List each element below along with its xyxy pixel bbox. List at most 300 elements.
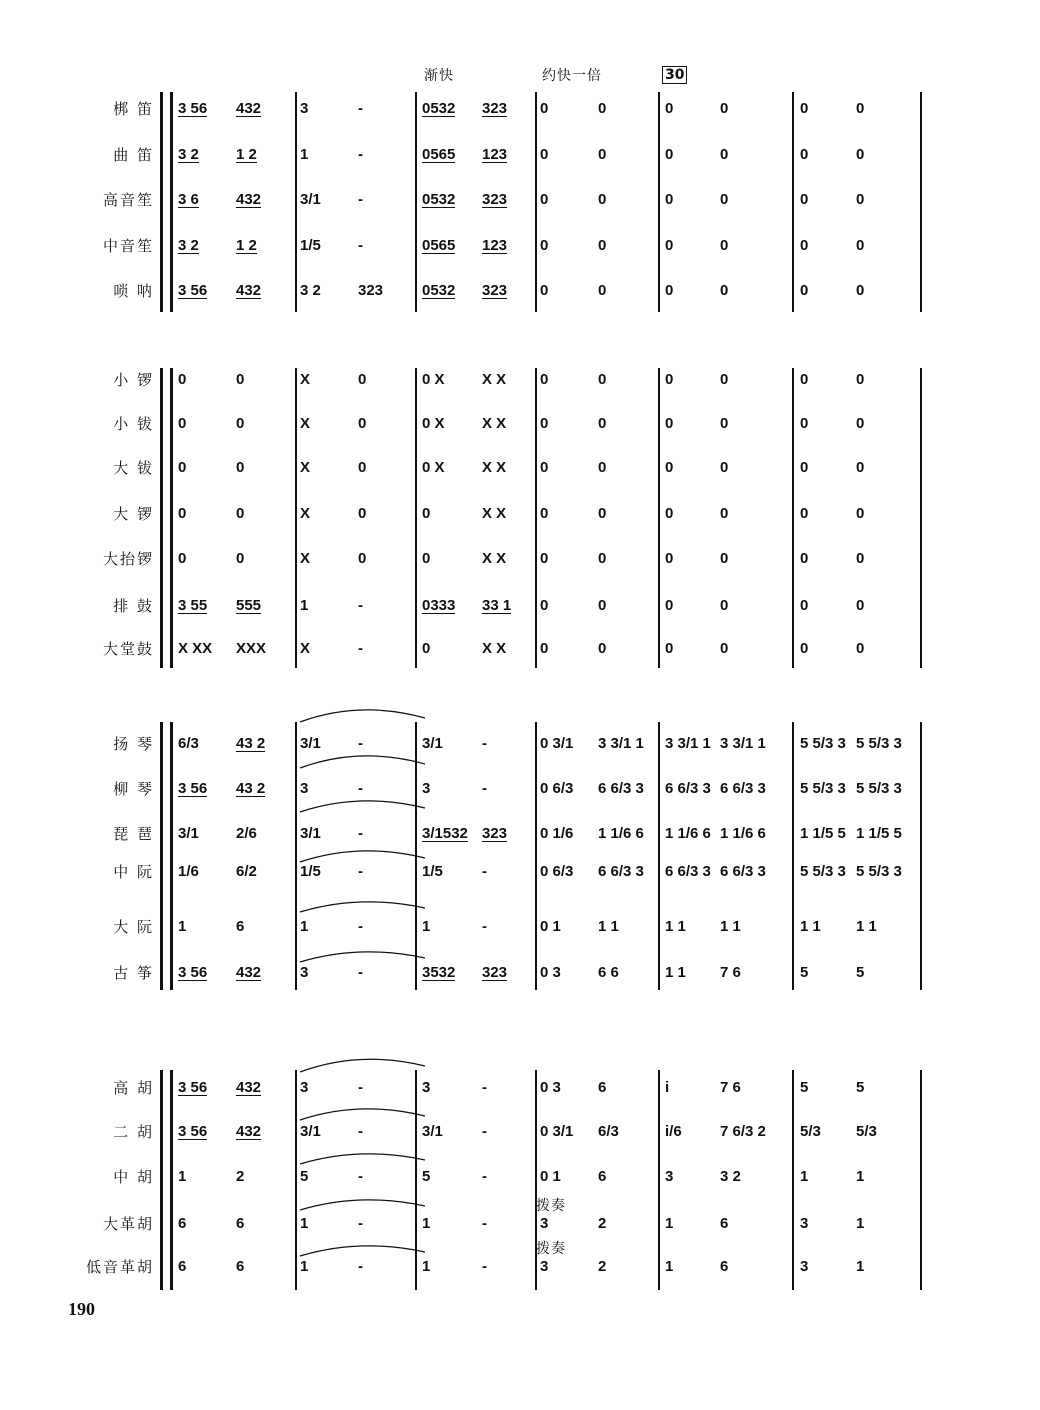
notation-cell: 7 6 bbox=[720, 1079, 741, 1096]
notation-cell: XXX bbox=[236, 640, 267, 657]
notation-cell: 6 bbox=[178, 1258, 187, 1275]
notation-cell: 5 5/3 3 bbox=[856, 735, 902, 752]
notation-cell: 0 bbox=[665, 505, 674, 522]
instrument-name: 高音笙 bbox=[102, 191, 154, 209]
notation-cell: - bbox=[482, 1123, 487, 1140]
rehearsal-mark: 30 bbox=[662, 66, 687, 84]
notation-cell: 3 56 bbox=[178, 100, 208, 117]
notation-cell: 0 X bbox=[422, 415, 445, 432]
instrument-name: 小 锣 bbox=[113, 371, 154, 389]
notation-cell: 1 1 bbox=[665, 918, 686, 935]
notation-cell: 0 bbox=[540, 371, 549, 388]
notation-cell: 0 bbox=[800, 415, 809, 432]
page-number: 190 bbox=[68, 1299, 95, 1319]
notation-cell: 0 3 bbox=[540, 1079, 561, 1096]
notation-cell: 1 bbox=[300, 1258, 309, 1275]
notation-cell: 0 bbox=[720, 505, 729, 522]
notation-cell: 1 bbox=[300, 1215, 309, 1232]
tie-arc bbox=[300, 1109, 425, 1120]
notation-cell: X bbox=[300, 371, 311, 388]
notation-cell: 0 bbox=[856, 415, 865, 432]
notation-cell: - bbox=[358, 1168, 363, 1185]
notation-cell: 0 1 bbox=[540, 918, 561, 935]
notation-cell: X bbox=[300, 415, 311, 432]
notation-cell: 432 bbox=[236, 100, 262, 117]
instrument-name: 梆 笛 bbox=[113, 100, 154, 118]
notation-cell: 3 6 bbox=[178, 191, 199, 208]
notation-cell: 0 bbox=[800, 237, 809, 254]
instrument-name: 大革胡 bbox=[102, 1215, 154, 1233]
notation-cell: 5 bbox=[422, 1168, 431, 1185]
notation-cell: 5 bbox=[800, 964, 809, 981]
notation-cell: - bbox=[358, 825, 363, 842]
double-tempo-mark: 约快一倍 bbox=[542, 68, 602, 84]
notation-cell: 6 bbox=[720, 1215, 729, 1232]
notation-cell: 5 5/3 3 bbox=[800, 863, 846, 880]
notation-cell: X X bbox=[482, 459, 507, 476]
notation-cell: 0 bbox=[598, 191, 607, 208]
notation-cell: 3 bbox=[300, 964, 309, 981]
notation-cell: 0 bbox=[598, 371, 607, 388]
notation-cell: 0 bbox=[720, 550, 729, 567]
instrument-name: 扬 琴 bbox=[113, 735, 154, 753]
notation-cell: 3/1 bbox=[422, 735, 443, 752]
notation-cell: 7 6/3 2 bbox=[720, 1123, 766, 1140]
notation-cell: 3 bbox=[540, 1215, 549, 1232]
notation-cell: 123 bbox=[482, 146, 508, 163]
notation-cell: 0 bbox=[856, 597, 865, 614]
tie-arc bbox=[300, 710, 425, 722]
notation-cell: 0 3/1 bbox=[540, 735, 574, 752]
notation-cell: 0 1/6 bbox=[540, 825, 574, 842]
notation-cell: 1 bbox=[178, 918, 187, 935]
notation-cell: 0 bbox=[720, 282, 729, 299]
notation-cell: 0565 bbox=[422, 146, 456, 163]
notation-cell: 0 bbox=[856, 146, 865, 163]
notation-cell: X bbox=[300, 640, 311, 657]
notation-cell: - bbox=[482, 1079, 487, 1096]
notation-cell: 0 bbox=[720, 100, 729, 117]
notation-cell: 323 bbox=[482, 282, 508, 299]
notation-cell: 5 5/3 3 bbox=[856, 863, 902, 880]
instrument-name: 大 钹 bbox=[113, 459, 154, 477]
notation-cell: 0 bbox=[720, 191, 729, 208]
notation-cell: 2/6 bbox=[236, 825, 257, 842]
notation-cell: 3 3/1 1 bbox=[720, 735, 766, 752]
notation-cell: 1 1 bbox=[720, 918, 741, 935]
notation-cell: 5 bbox=[800, 1079, 809, 1096]
notation-cell: 0 bbox=[598, 459, 607, 476]
notation-cell: 1 1 bbox=[800, 918, 821, 935]
notation-cell: 1 1/6 6 bbox=[665, 825, 711, 842]
notation-cell: 3532 bbox=[422, 964, 456, 981]
notation-cell: - bbox=[358, 146, 363, 163]
notation-cell: X X bbox=[482, 371, 507, 388]
notation-cell: 1 2 bbox=[236, 237, 257, 254]
notation-cell: 0 bbox=[720, 237, 729, 254]
notation-cell: 0 bbox=[540, 415, 549, 432]
notation-cell: 1 bbox=[422, 1258, 431, 1275]
notation-cell: 0 bbox=[856, 550, 865, 567]
notation-cell: 0 bbox=[178, 459, 187, 476]
notation-cell: 432 bbox=[236, 191, 262, 208]
notation-cell: X bbox=[300, 459, 311, 476]
notation-cell: 323 bbox=[482, 825, 508, 842]
notation-cell: X X bbox=[482, 505, 507, 522]
notation-cell: 3 56 bbox=[178, 282, 208, 299]
notation-cell: 1 bbox=[856, 1168, 865, 1185]
notation-cell: 5 5/3 3 bbox=[856, 780, 902, 797]
notation-cell: 43 2 bbox=[236, 735, 266, 752]
notation-cell: 6 6/3 3 bbox=[598, 780, 644, 797]
notation-cell: 6 bbox=[178, 1215, 187, 1232]
notation-cell: 0 bbox=[540, 100, 549, 117]
instrument-name: 排 鼓 bbox=[113, 597, 154, 615]
notation-cell: 0 bbox=[358, 505, 367, 522]
notation-cell: 323 bbox=[482, 100, 508, 117]
notation-cell: 5/3 bbox=[800, 1123, 821, 1140]
notation-cell: 0 bbox=[236, 550, 245, 567]
notation-cell: 3 2 bbox=[178, 237, 199, 254]
notation-cell: 1 bbox=[300, 146, 309, 163]
notation-cell: 1 bbox=[665, 1258, 674, 1275]
notation-cell: 3 56 bbox=[178, 780, 208, 797]
notation-cell: 0 bbox=[236, 371, 245, 388]
notation-cell: 0 1 bbox=[540, 1168, 561, 1185]
notation-cell: 0 bbox=[540, 505, 549, 522]
notation-cell: 5 5/3 3 bbox=[800, 780, 846, 797]
notation-cell: - bbox=[358, 1258, 363, 1275]
notation-cell: 5 bbox=[856, 1079, 865, 1096]
notation-cell: 2 bbox=[598, 1215, 607, 1232]
accelerando-mark: 渐快 bbox=[424, 68, 454, 84]
tie-arc bbox=[300, 1246, 425, 1256]
notation-cell: 3/1 bbox=[422, 1123, 443, 1140]
instrument-name: 中音笙 bbox=[102, 237, 154, 255]
notation-cell: 0 bbox=[720, 459, 729, 476]
notation-cell: 0 bbox=[665, 100, 674, 117]
instrument-name: 大 锣 bbox=[113, 505, 154, 523]
notation-cell: 0 bbox=[236, 459, 245, 476]
instrument-name: 小 钹 bbox=[113, 415, 154, 433]
notation-cell: 0 bbox=[665, 597, 674, 614]
notation-cell: 1 bbox=[300, 918, 309, 935]
notation-cell: - bbox=[358, 863, 363, 880]
notation-cell: 3/1 bbox=[300, 1123, 321, 1140]
notation-cell: 0 3/1 bbox=[540, 1123, 574, 1140]
notation-cell: 3 3/1 1 bbox=[598, 735, 644, 752]
notation-cell: 1 1/5 5 bbox=[800, 825, 846, 842]
notation-cell: 3 bbox=[300, 1079, 309, 1096]
notation-cell: 5 5/3 3 bbox=[800, 735, 846, 752]
notation-cell: - bbox=[358, 1215, 363, 1232]
instrument-name: 中 阮 bbox=[113, 863, 154, 881]
notation-cell: i bbox=[665, 1079, 670, 1096]
notation-cell: 6 6/3 3 bbox=[720, 863, 766, 880]
notation-cell: 1/6 bbox=[178, 863, 199, 880]
notation-cell: - bbox=[482, 1168, 487, 1185]
notation-cell: 0 bbox=[665, 550, 674, 567]
notation-cell: 0 bbox=[856, 459, 865, 476]
notation-cell: - bbox=[482, 1215, 487, 1232]
notation-cell: 3 2 bbox=[178, 146, 199, 163]
notation-cell: 6 6 bbox=[598, 964, 619, 981]
notation-cell: 0532 bbox=[422, 191, 456, 208]
notation-cell: 3 56 bbox=[178, 1123, 208, 1140]
notation-cell: 0 bbox=[856, 282, 865, 299]
notation-cell: 0 bbox=[422, 640, 431, 657]
notation-cell: 3 bbox=[300, 100, 309, 117]
notation-cell: 3 2 bbox=[300, 282, 321, 299]
notation-cell: 0 bbox=[800, 505, 809, 522]
notation-cell: 1 bbox=[178, 1168, 187, 1185]
notation-cell: X bbox=[300, 505, 311, 522]
notation-cell: 0 bbox=[598, 100, 607, 117]
notation-cell: 3/1 bbox=[300, 825, 321, 842]
notation-cell: - bbox=[358, 597, 363, 614]
notation-cell: 6/3 bbox=[598, 1123, 619, 1140]
notation-cell: 1/5 bbox=[300, 237, 321, 254]
notation-cell: 6 bbox=[236, 918, 245, 935]
notation-cell: 0 bbox=[665, 237, 674, 254]
notation-cell: 0 bbox=[800, 146, 809, 163]
notation-cell: - bbox=[358, 780, 363, 797]
notation-cell: 3 bbox=[665, 1168, 674, 1185]
notation-cell: 0 bbox=[178, 550, 187, 567]
notation-cell: 0 bbox=[540, 550, 549, 567]
notation-cell: 0 bbox=[665, 146, 674, 163]
notation-cell: 0 6/3 bbox=[540, 863, 574, 880]
notation-cell: 0 bbox=[540, 146, 549, 163]
notation-cell: 3/1532 bbox=[422, 825, 468, 842]
notation-cell: 0532 bbox=[422, 282, 456, 299]
notation-cell: 0 bbox=[800, 597, 809, 614]
notation-cell: 3/1 bbox=[300, 735, 321, 752]
instrument-name: 大 阮 bbox=[113, 918, 154, 936]
notation-cell: 1 1/5 5 bbox=[856, 825, 902, 842]
pizzicato-mark: 拨奏 bbox=[536, 1198, 566, 1214]
notation-cell: - bbox=[358, 735, 363, 752]
tie-arc bbox=[300, 1200, 425, 1210]
notation-cell: - bbox=[482, 1258, 487, 1275]
notation-cell: 432 bbox=[236, 1123, 262, 1140]
notation-cell: 0 bbox=[540, 237, 549, 254]
notation-cell: 0 6/3 bbox=[540, 780, 574, 797]
notation-cell: 0 3 bbox=[540, 964, 561, 981]
notation-cell: 3 bbox=[422, 780, 431, 797]
notation-cell: X X bbox=[482, 415, 507, 432]
notation-cell: 0 bbox=[358, 550, 367, 567]
notation-cell: 0 bbox=[665, 371, 674, 388]
notation-cell: 6 bbox=[236, 1258, 245, 1275]
notation-cell: 1 bbox=[422, 1215, 431, 1232]
notation-cell: 0 bbox=[720, 415, 729, 432]
notation-cell: 0 bbox=[720, 371, 729, 388]
notation-cell: 0 bbox=[422, 505, 431, 522]
notation-cell: 1 1 bbox=[665, 964, 686, 981]
notation-cell: 6 6/3 3 bbox=[598, 863, 644, 880]
instrument-name: 古 筝 bbox=[113, 964, 154, 982]
notation-cell: 43 2 bbox=[236, 780, 266, 797]
notation-cell: 0 bbox=[800, 371, 809, 388]
notation-cell: 6 bbox=[598, 1079, 607, 1096]
notation-cell: 432 bbox=[236, 1079, 262, 1096]
notation-cell: 3 bbox=[422, 1079, 431, 1096]
notation-cell: 0 bbox=[856, 505, 865, 522]
notation-cell: 5 bbox=[856, 964, 865, 981]
notation-cell: 0 bbox=[856, 100, 865, 117]
notation-cell: 123 bbox=[482, 237, 508, 254]
notation-cell: 0 bbox=[800, 640, 809, 657]
notation-cell: 0 bbox=[800, 100, 809, 117]
notation-cell: 0333 bbox=[422, 597, 456, 614]
notation-cell: 1 bbox=[300, 597, 309, 614]
notation-cell: 5 bbox=[300, 1168, 309, 1185]
notation-cell: 1 1 bbox=[598, 918, 619, 935]
notation-cell: 0 bbox=[598, 550, 607, 567]
notation-cell: 0 bbox=[540, 640, 549, 657]
notation-cell: - bbox=[358, 1123, 363, 1140]
notation-cell: 0 bbox=[540, 282, 549, 299]
notation-cell: 6 6/3 3 bbox=[720, 780, 766, 797]
notation-cell: 0 bbox=[720, 640, 729, 657]
notation-cell: 1 bbox=[856, 1215, 865, 1232]
notation-cell: 0 bbox=[598, 415, 607, 432]
notation-cell: 0 bbox=[598, 237, 607, 254]
notation-cell: 3/1 bbox=[300, 191, 321, 208]
notation-cell: 5/3 bbox=[856, 1123, 877, 1140]
notation-cell: 3 56 bbox=[178, 964, 208, 981]
notation-cell: 2 bbox=[236, 1168, 245, 1185]
notation-cell: 1 bbox=[856, 1258, 865, 1275]
notation-cell: 0 bbox=[800, 550, 809, 567]
notation-cell: 0 X bbox=[422, 459, 445, 476]
notation-cell: 0 bbox=[358, 415, 367, 432]
tie-arc bbox=[300, 1154, 425, 1164]
notation-cell: 0 bbox=[856, 191, 865, 208]
notation-cell: X X bbox=[482, 640, 507, 657]
notation-cell: 0 bbox=[856, 640, 865, 657]
notation-cell: 6 bbox=[720, 1258, 729, 1275]
notation-cell: 1 1/6 6 bbox=[720, 825, 766, 842]
notation-cell: 0 bbox=[800, 459, 809, 476]
notation-cell: 0 bbox=[358, 371, 367, 388]
notation-cell: 1 2 bbox=[236, 146, 257, 163]
instrument-name: 低音革胡 bbox=[85, 1258, 154, 1276]
notation-cell: 0 bbox=[540, 459, 549, 476]
notation-cell: - bbox=[358, 191, 363, 208]
notation-cell: - bbox=[358, 640, 363, 657]
tie-arc bbox=[300, 756, 425, 768]
notation-cell: 432 bbox=[236, 964, 262, 981]
notation-cell: 3 bbox=[800, 1258, 809, 1275]
notation-cell: 6/3 bbox=[178, 735, 199, 752]
notation-cell: 6 6/3 3 bbox=[665, 780, 711, 797]
notation-cell: 6 6/3 3 bbox=[665, 863, 711, 880]
tie-arc bbox=[300, 952, 425, 962]
notation-cell: 0 bbox=[236, 505, 245, 522]
notation-cell: - bbox=[482, 780, 487, 797]
notation-cell: 0 bbox=[178, 415, 187, 432]
notation-cell: - bbox=[482, 918, 487, 935]
notation-cell: 6 bbox=[598, 1168, 607, 1185]
notation-cell: - bbox=[358, 1079, 363, 1096]
notation-cell: 323 bbox=[358, 282, 384, 299]
pizzicato-mark: 拨奏 bbox=[536, 1241, 566, 1257]
notation-cell: 0565 bbox=[422, 237, 456, 254]
notation-cell: - bbox=[482, 735, 487, 752]
notation-cell: 3 bbox=[540, 1258, 549, 1275]
notation-cell: 0532 bbox=[422, 100, 456, 117]
notation-cell: 0 bbox=[598, 146, 607, 163]
notation-cell: 0 bbox=[358, 459, 367, 476]
notation-cell: 3/1 bbox=[178, 825, 199, 842]
instrument-name: 中 胡 bbox=[113, 1168, 154, 1186]
notation-cell: 1 bbox=[800, 1168, 809, 1185]
instrument-name: 柳 琴 bbox=[113, 780, 154, 798]
instrument-name: 唢 呐 bbox=[113, 282, 154, 300]
notation-cell: X X bbox=[482, 550, 507, 567]
notation-cell: 3 bbox=[300, 780, 309, 797]
notation-cell: 1/5 bbox=[422, 863, 443, 880]
notation-cell: 33 1 bbox=[482, 597, 512, 614]
notation-cell: 2 bbox=[598, 1258, 607, 1275]
notation-cell: 1 1 bbox=[856, 918, 877, 935]
notation-cell: 6/2 bbox=[236, 863, 257, 880]
notation-cell: - bbox=[358, 918, 363, 935]
notation-cell: 0 bbox=[856, 237, 865, 254]
notation-cell: 0 bbox=[540, 597, 549, 614]
notation-cell: - bbox=[358, 237, 363, 254]
notation-cell: X XX bbox=[178, 640, 213, 657]
instrument-name: 大堂鼓 bbox=[102, 640, 154, 658]
notation-cell: 0 bbox=[178, 371, 187, 388]
notation-cell: 432 bbox=[236, 282, 262, 299]
notation-cell: 1 bbox=[665, 1215, 674, 1232]
tie-arc bbox=[300, 902, 425, 912]
notation-cell: 1/5 bbox=[300, 863, 321, 880]
notation-cell: 0 bbox=[720, 597, 729, 614]
notation-cell: 3 3/1 1 bbox=[665, 735, 711, 752]
tie-arc bbox=[300, 851, 425, 862]
notation-cell: 3 56 bbox=[178, 1079, 208, 1096]
notation-cell: 0 bbox=[236, 415, 245, 432]
notation-cell: 3 bbox=[800, 1215, 809, 1232]
notation-cell: i/6 bbox=[665, 1123, 682, 1140]
instrument-name: 琵 琶 bbox=[113, 825, 154, 843]
notation-cell: 0 bbox=[422, 550, 431, 567]
instrument-name: 二 胡 bbox=[113, 1123, 154, 1141]
tie-arc bbox=[300, 1059, 425, 1072]
notation-cell: 323 bbox=[482, 191, 508, 208]
notation-cell: 7 6 bbox=[720, 964, 741, 981]
notation-cell: 3 55 bbox=[178, 597, 208, 614]
tie-arc bbox=[300, 801, 425, 812]
notation-cell: 0 bbox=[598, 640, 607, 657]
instrument-name: 大抬锣 bbox=[102, 550, 154, 568]
notation-cell: X bbox=[300, 550, 311, 567]
instrument-name: 高 胡 bbox=[113, 1079, 154, 1097]
notation-cell: 0 bbox=[598, 282, 607, 299]
notation-cell: 323 bbox=[482, 964, 508, 981]
notation-cell: 0 bbox=[665, 415, 674, 432]
notation-cell: 0 bbox=[800, 282, 809, 299]
notation-cell: 1 1/6 6 bbox=[598, 825, 644, 842]
notation-cell: 0 bbox=[665, 191, 674, 208]
notation-cell: 0 bbox=[540, 191, 549, 208]
notation-cell: 0 bbox=[598, 505, 607, 522]
notation-cell: 3 2 bbox=[720, 1168, 741, 1185]
